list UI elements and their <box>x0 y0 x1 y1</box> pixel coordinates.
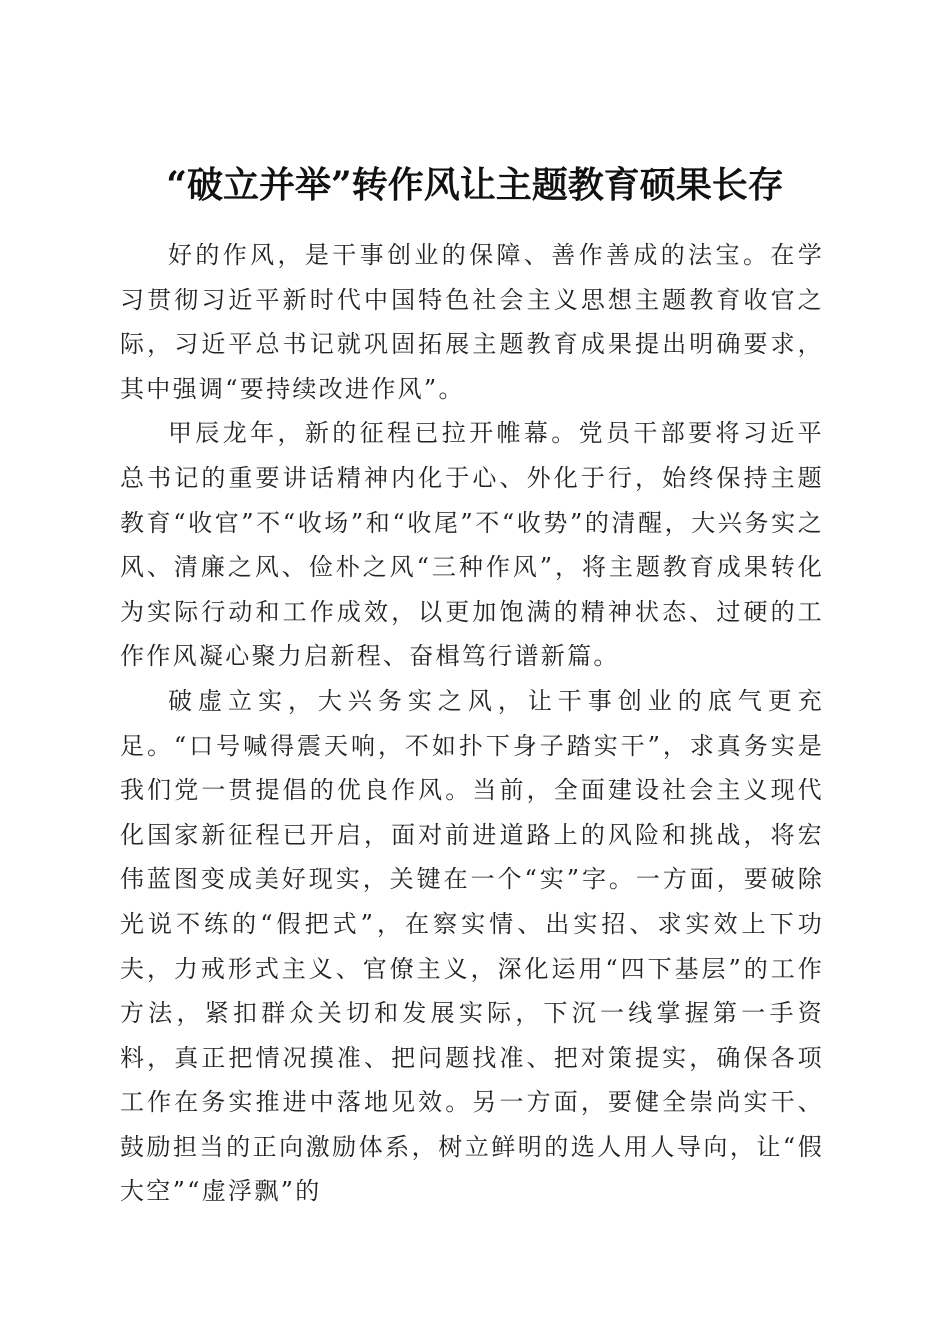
paragraph-2: 甲辰龙年，新的征程已拉开帷幕。党员干部要将习近平总书记的重要讲话精神内化于心、外化于行，始终保持主题教育“收官”不“收场”和“收尾”不“收势”的清醒，大兴务实之风、清廉之风、俭朴之风“三种作风”，将主题教育成果转化为实际行动和工作成效，以更加饱满的精神状态、过硬的工作作风凝心聚力启新程、奋楫笃行谱新篇。 <box>120 419 824 671</box>
paragraph-1: 好的作风，是干事创业的保障、善作善成的法宝。在学习贯彻习近平新时代中国特色社会主义思想主题教育收官之际，习近平总书记就巩固拓展主题教育成果提出明确要求，其中强调“要持续改进作风”。 <box>120 241 824 403</box>
document-body <box>120 233 824 1214</box>
document-title: “破立并举”转作风让主题教育硕果长存 <box>166 164 784 207</box>
paragraph-3: 破虚立实，大兴务实之风，让干事创业的底气更充足。“口号喊得震天响，不如扑下身子踏实干”，求真务实是我们党一贯提倡的优良作风。当前，全面建设社会主义现代化国家新征程已开启，面对前进道路上的风险和挑战，将宏伟蓝图变成美好现实，关键在一个“实”字。一方面，要破除光说不练的“假把式”，在察实情、出实招、求实效上下功夫，力戒形式主义、官僚主义，深化运用“四下基层”的工作方法，紧扣群众关切和发展实际，下沉一线掌握第一手资料，真正把情况摸准、把问题找准、把对策提实，确保各项工作在务实推进中落地见效。另一方面，要健全崇尚实干、鼓励担当的正向激励体系，树立鲜明的选人用人导向，让“假大空”“虚浮飘”的 <box>120 686 824 1206</box>
